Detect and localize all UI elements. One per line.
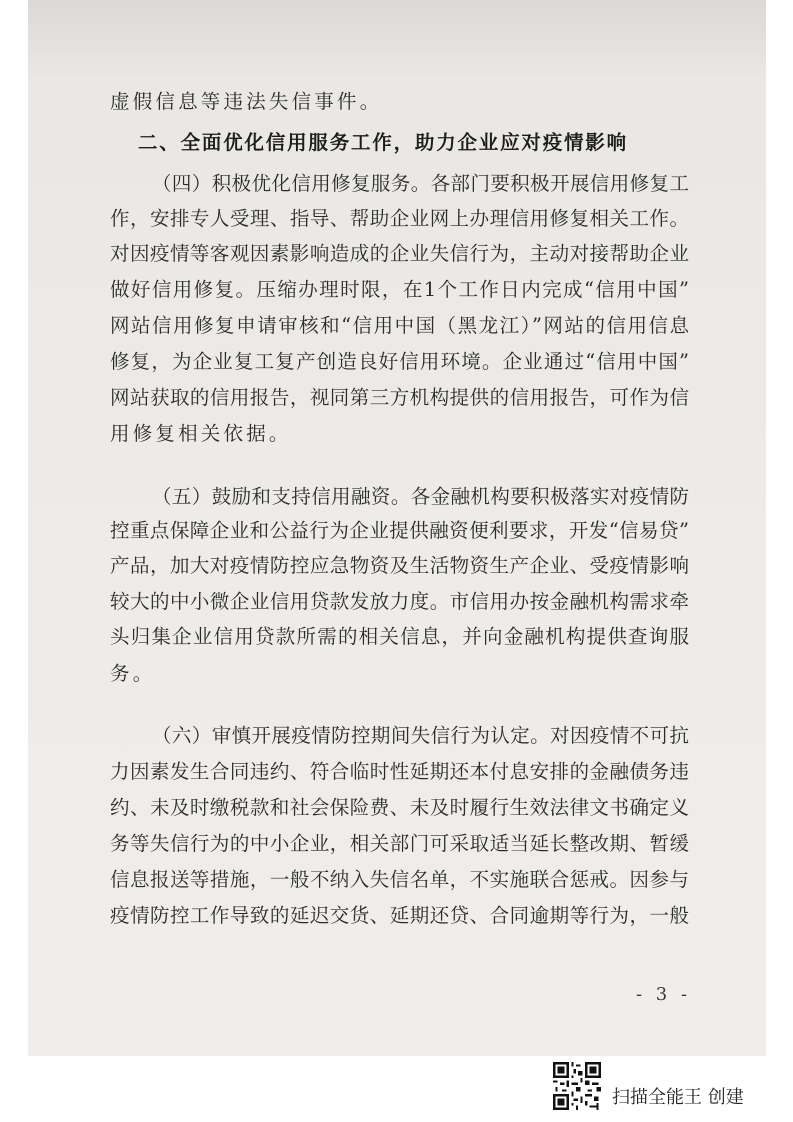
paragraph-6-line: 务等失信行为的中小企业，相关部门可采取适当延长整改期、暂缓 [110,832,689,855]
watermark-text: 扫描全能王 创建 [612,1087,744,1108]
paragraph-6-line: （六）审慎开展疫情防控期间失信行为认定。对因疫情不可抗 [152,724,689,747]
paragraph-4-line: 作，安排专人受理、指导、帮助企业网上办理信用修复相关工作。 [110,207,689,230]
text-line: 虚假信息等违法失信事件。 [110,90,383,113]
paragraph-4-line: 网站获取的信用报告，视同第三方机构提供的信用报告，可作为信 [110,386,689,409]
paragraph-4-line: 网站信用修复申请审核和“信用中国（黑龙江）”网站的信用信息 [110,314,689,337]
paragraph-4-line: 对因疫情等客观因素影响造成的企业失信行为，主动对接帮助企业 [110,242,689,265]
paragraph-5-line: 较大的中小微企业信用贷款发放力度。市信用办按金融机构需求牵 [110,590,689,613]
section-heading: 二、全面优化信用服务工作，助力企业应对疫情影响 [138,131,628,154]
paragraph-5-line: （五）鼓励和支持信用融资。各金融机构要积极落实对疫情防 [152,485,689,508]
paragraph-4-line: （四）积极优化信用修复服务。各部门要积极开展信用修复工 [152,172,689,195]
paragraph-5-line: 控重点保障企业和公益行为企业提供融资便利要求，开发“信易贷” [110,519,689,542]
paragraph-6-line: 约、未及时缴税款和社会保险费、未及时履行生效法律文书确定义 [110,796,689,819]
page-number: - 3 - [636,984,692,1005]
paragraph-5-line: 产品，加大对疫情防控应急物资及生活物资生产企业、受疫情影响 [110,554,689,577]
paragraph-6-line: 信息报送等措施，一般不纳入失信名单，不实施联合惩戒。因参与 [110,868,689,891]
paragraph-6-line: 力因素发生合同违约、符合临时性延期还本付息安排的金融债务违 [110,760,689,783]
paragraph-4-line: 做好信用修复。压缩办理时限，在1个工作日内完成“信用中国” [110,278,689,301]
qr-code-icon [553,1062,601,1110]
paragraph-4-line: 用修复相关依据。 [110,422,292,445]
paragraph-5-line: 务。 [110,662,156,685]
paragraph-4-line: 修复，为企业复工复产创造良好信用环境。企业通过“信用中国” [110,350,689,373]
paragraph-5-line: 头归集企业信用贷款所需的相关信息，并向金融机构提供查询服 [110,625,689,648]
paragraph-6-line: 疫情防控工作导致的延迟交货、延期还贷、合同逾期等行为，一般 [110,904,689,927]
